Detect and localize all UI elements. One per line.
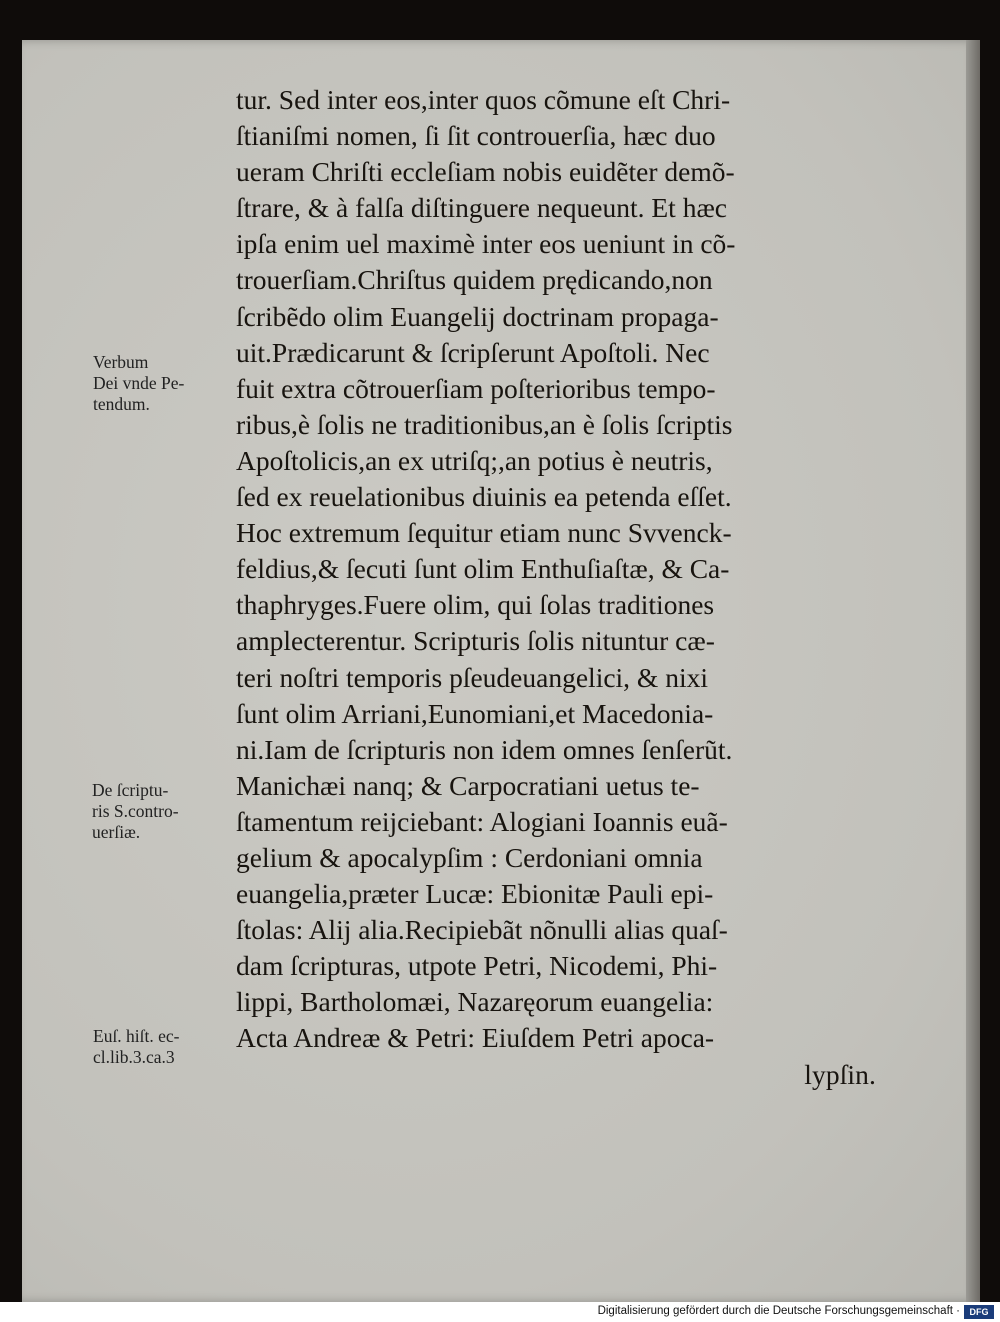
margin-note-line: Euſ. hiſt. ec- <box>93 1026 180 1046</box>
margin-note-line: tendum. <box>93 394 150 414</box>
text-line: ipſa enim uel maximè inter eos ueniunt in cõ- <box>236 228 736 260</box>
text-line: gelium & apocalypſim : Cerdoniani omnia <box>236 841 703 873</box>
margin-note-line: Verbum <box>93 352 149 372</box>
margin-note-line: cl.lib.3.ca.3 <box>93 1047 175 1067</box>
text-line: ſtianiſmi nomen, ſi ſit controuerſia, hæc duo <box>236 120 716 152</box>
margin-note-eusebius <box>93 1026 180 1068</box>
text-line: thaphryges.Fuere olim, qui ſolas traditiones <box>236 589 715 621</box>
margin-note-line: ris S.contro- <box>92 801 179 821</box>
text-line-final <box>236 1057 876 1093</box>
text-line: euangelia,præter Lucæ: Ebionitæ Pauli epi- <box>236 878 714 910</box>
text-line: tur. Sed inter eos,inter quos cõmune eſt Chri- <box>236 84 731 115</box>
dfg-logo: DFG <box>964 1305 994 1319</box>
text-line: ſtrare, & à falſa diſtinguere nequeunt. Et hæc <box>236 192 727 224</box>
text-line: Hoc extremum ſequitur etiam nunc Svvenck- <box>236 517 732 549</box>
text-line: ueram Chriſti eccleſiam nobis euidẽter demõ- <box>236 156 735 188</box>
text-line: ſed ex reuelationibus diuinis ea petenda eſſet. <box>236 481 732 513</box>
text-line: fuit extra cõtrouerſiam poſterioribus tempo- <box>236 372 716 404</box>
text-line: ni.Iam de ſcripturis non idem omnes ſenſerũt. <box>236 733 733 765</box>
digitization-footer <box>0 1302 1000 1322</box>
margin-note-line: De ſcriptu- <box>92 780 169 800</box>
text-line: feldius,& ſecuti ſunt olim Enthuſiaſtæ, & Ca- <box>236 553 730 585</box>
text-line: trouerſiam.Chriſtus quidem prędicando,non <box>236 264 713 296</box>
text-line: ſunt olim Arriani,Eunomiani,et Macedonia- <box>236 697 714 729</box>
text-line: Acta Andreæ & Petri: Eiuſdem Petri apoca- <box>236 1022 715 1054</box>
text-line: teri noſtri temporis pſeudeuangelici, & nixi <box>236 661 708 693</box>
body-text <box>236 82 876 1093</box>
margin-note-verbum-dei <box>93 352 184 415</box>
text-line: uit.Prædicarunt & ſcripſerunt Apoſtoli. Nec <box>236 336 710 368</box>
text-line: lippi, Bartholomæi, Nazaręorum euangelia: <box>236 986 714 1018</box>
margin-note-line: uerſiæ. <box>92 822 141 842</box>
margin-note-de-scripturis <box>92 780 179 843</box>
text-line: dam ſcripturas, utpote Petri, Nicodemi, Phi- <box>236 950 718 982</box>
funding-credit: Digitalisierung gefördert durch die Deutsche Forschungsgemeinschaft · <box>597 1305 960 1317</box>
text-line: ſcribẽdo olim Euangelij doctrinam propaga- <box>236 300 719 332</box>
text-line: ribus,è ſolis ne traditionibus,an è ſolis ſcriptis <box>236 408 733 440</box>
page-gutter-shadow <box>966 40 980 1302</box>
text-line: Manichæi nanq; & Carpocratiani uetus te- <box>236 769 700 801</box>
text-line: amplecterentur. Scripturis ſolis nituntur cæ- <box>236 625 715 657</box>
final-word: lypſin. <box>804 1058 876 1090</box>
text-line: ſtamentum reijciebant: Alogiani Ioannis euã- <box>236 805 728 837</box>
text-line: ſtolas: Alij alia.Recipiebãt nõnulli alias quaſ- <box>236 914 728 946</box>
text-line: Apoſtolicis,an ex utriſq;,an potius è neutris, <box>236 444 713 476</box>
margin-note-line: Dei vnde Pe- <box>93 373 185 393</box>
